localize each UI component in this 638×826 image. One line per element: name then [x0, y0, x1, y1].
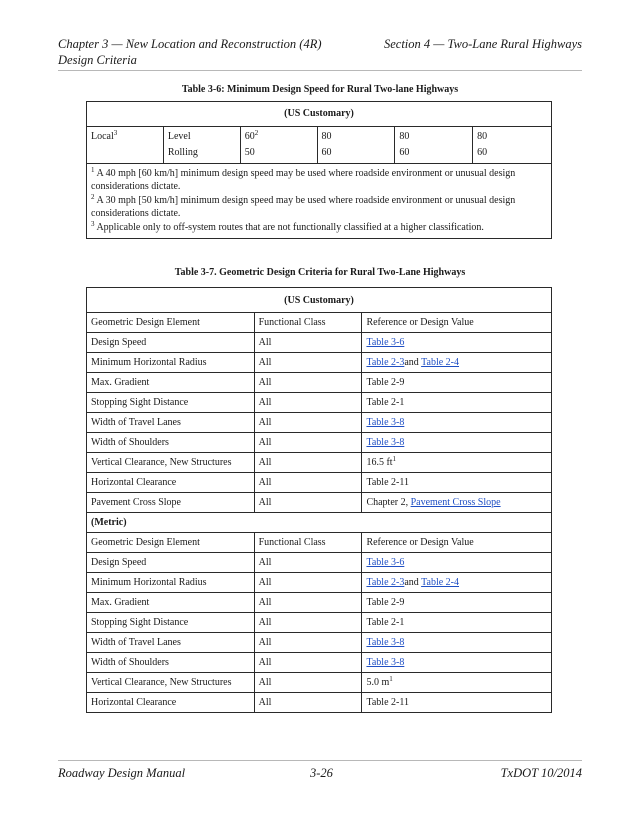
design-element-cell: Width of Travel Lanes	[87, 413, 255, 433]
footnote-2-text: A 30 mph [50 km/h] minimum design speed may be used where roadside environment or unusual design considerations dictate.	[91, 195, 516, 219]
table-row	[87, 573, 552, 593]
table-3-7	[86, 287, 552, 713]
link-separator: and	[404, 357, 422, 368]
table-link[interactable]: Table 2-3	[366, 357, 405, 368]
table-link[interactable]: Table 3-6	[366, 557, 405, 568]
design-value-cell	[362, 553, 552, 573]
speed-level-3: 80	[399, 131, 410, 142]
design-value-cell	[362, 373, 552, 393]
table-row	[87, 613, 552, 633]
functional-class-cell: All	[254, 433, 362, 453]
design-element-cell: Max. Gradient	[87, 593, 255, 613]
reference-value: Table 2-9	[366, 377, 405, 388]
design-value-cell	[362, 633, 552, 653]
table-row	[87, 333, 552, 353]
table-row	[87, 353, 552, 373]
functional-class-cell: All	[254, 333, 362, 353]
functional-class-cell: All	[254, 413, 362, 433]
column-header: Reference or Design Value	[362, 533, 552, 553]
table-3-6-caption: Table 3-6: Minimum Design Speed for Rural Two-lane Highways	[181, 84, 459, 95]
speed-rolling-3: 60	[399, 147, 410, 158]
design-element-cell: Pavement Cross Slope	[87, 493, 255, 513]
table-link[interactable]: Table 3-8	[366, 417, 405, 428]
speed-rolling-2: 60	[321, 147, 332, 158]
value-prefix: Chapter 2,	[366, 497, 411, 508]
design-value-cell	[362, 673, 552, 693]
table-row	[87, 653, 552, 673]
table-row	[87, 693, 552, 713]
speed-footnote-ref: 2	[254, 129, 259, 137]
design-element-cell: Design Speed	[87, 553, 255, 573]
reference-value: Table 2-9	[366, 597, 405, 608]
speed-col-3	[395, 127, 473, 164]
table-3-6-footnotes	[87, 164, 552, 239]
design-element-cell: Minimum Horizontal Radius	[87, 353, 255, 373]
table-row	[87, 553, 552, 573]
column-header: Geometric Design Element	[87, 313, 255, 333]
footnote-1	[91, 167, 547, 193]
metric-subheader: (Metric)	[87, 513, 552, 533]
class-footnote-ref: 3	[113, 129, 118, 137]
design-value-cell	[362, 433, 552, 453]
table-row	[87, 433, 552, 453]
header-rule	[58, 70, 582, 71]
design-value-cell	[362, 613, 552, 633]
table-link[interactable]: Table 2-4	[421, 577, 460, 588]
footnote-3-marker: 3	[91, 220, 95, 228]
clearance-value: 16.5 ft	[366, 457, 393, 468]
table-3-7-caption: Table 3-7. Geometric Design Criteria for Rural Two-Lane Highways	[174, 267, 466, 278]
design-value-cell	[362, 653, 552, 673]
class-label: Local	[91, 131, 114, 142]
speed-level-1: 60	[244, 131, 255, 142]
design-value-cell	[362, 353, 552, 373]
footnote-1-text: A 40 mph [60 km/h] minimum design speed may be used where roadside environment or unusual design considerations dictate.	[91, 168, 516, 192]
design-element-cell: Stopping Sight Distance	[87, 613, 255, 633]
section-link[interactable]: Pavement Cross Slope	[410, 497, 501, 508]
design-value-cell	[362, 693, 552, 713]
clearance-value: 5.0 m	[366, 677, 390, 688]
metric-subheader-row	[87, 513, 552, 533]
table-row	[87, 373, 552, 393]
terrain-level: Level	[167, 131, 191, 142]
functional-class-cell: All	[254, 553, 362, 573]
column-header: Functional Class	[254, 533, 362, 553]
chapter-title-line2: Design Criteria	[58, 53, 137, 67]
design-value-cell	[362, 333, 552, 353]
link-separator: and	[404, 577, 422, 588]
functional-class-cell: All	[254, 613, 362, 633]
functional-class-cell: All	[254, 653, 362, 673]
table-link[interactable]: Table 3-8	[366, 637, 405, 648]
footnote-2	[91, 194, 547, 220]
speed-level-4: 80	[477, 131, 488, 142]
design-element-cell: Vertical Clearance, New Structures	[87, 673, 255, 693]
table-link[interactable]: Table 2-3	[366, 577, 405, 588]
table-3-6	[86, 101, 552, 239]
design-value-cell	[362, 573, 552, 593]
table-link[interactable]: Table 3-6	[366, 337, 405, 348]
table-link[interactable]: Table 3-8	[366, 437, 405, 448]
speed-col-1	[240, 127, 317, 164]
table-row	[87, 393, 552, 413]
design-element-cell: Horizontal Clearance	[87, 473, 255, 493]
table-link[interactable]: Table 3-8	[366, 657, 405, 668]
design-value-cell	[362, 493, 552, 513]
footnote-ref: 1	[392, 455, 397, 463]
table-row	[87, 633, 552, 653]
terrain-rolling: Rolling	[167, 147, 198, 158]
table-link[interactable]: Table 2-4	[421, 357, 460, 368]
design-value-cell	[362, 413, 552, 433]
reference-value: Table 2-1	[366, 397, 405, 408]
design-element-cell: Stopping Sight Distance	[87, 393, 255, 413]
footnote-ref: 1	[389, 675, 393, 683]
footnote-3	[91, 221, 547, 234]
reference-value: Table 2-11	[366, 697, 409, 708]
column-header: Geometric Design Element	[87, 533, 255, 553]
design-element-cell: Max. Gradient	[87, 373, 255, 393]
table-row	[87, 473, 552, 493]
speed-col-2	[317, 127, 395, 164]
design-element-cell: Horizontal Clearance	[87, 693, 255, 713]
table-3-6-subheader: (US Customary)	[87, 102, 552, 127]
footer-rule	[58, 760, 582, 761]
us-customary-subheader: (US Customary)	[87, 288, 552, 313]
functional-class-cell: All	[254, 633, 362, 653]
speed-rolling-1: 50	[244, 147, 255, 158]
chapter-title	[58, 36, 358, 68]
design-value-cell	[362, 453, 552, 473]
functional-class-cell: All	[254, 473, 362, 493]
speed-level-2: 80	[321, 131, 332, 142]
speed-col-4	[473, 127, 552, 164]
table-row	[87, 413, 552, 433]
table-row	[87, 453, 552, 473]
speed-rolling-4: 60	[477, 147, 488, 158]
table-row	[87, 673, 552, 693]
design-element-cell: Design Speed	[87, 333, 255, 353]
us-header-row	[87, 313, 552, 333]
functional-class-cell: All	[254, 373, 362, 393]
page-number: 3-26	[310, 766, 333, 780]
design-element-cell: Width of Shoulders	[87, 433, 255, 453]
column-header: Functional Class	[254, 313, 362, 333]
functional-class-cell: All	[254, 593, 362, 613]
design-element-cell: Vertical Clearance, New Structures	[87, 453, 255, 473]
design-element-cell: Width of Travel Lanes	[87, 633, 255, 653]
functional-class-cell: All	[254, 573, 362, 593]
terrain-cell	[163, 127, 240, 164]
design-value-cell	[362, 473, 552, 493]
manual-title: Roadway Design Manual	[58, 766, 186, 780]
footnote-2-marker: 2	[91, 193, 95, 201]
design-value-cell	[362, 393, 552, 413]
design-element-cell: Minimum Horizontal Radius	[87, 573, 255, 593]
functional-class-cell: All	[254, 453, 362, 473]
table-row	[87, 493, 552, 513]
functional-class-cell: All	[254, 693, 362, 713]
functional-class-cell: All	[254, 673, 362, 693]
functional-class-cell: All	[254, 493, 362, 513]
chapter-title-line1: Chapter 3 — New Location and Reconstruction (4R)	[58, 37, 322, 51]
column-header: Reference or Design Value	[362, 313, 552, 333]
functional-class-cell	[87, 127, 164, 164]
design-value-cell	[362, 593, 552, 613]
functional-class-cell: All	[254, 393, 362, 413]
section-title: Section 4 — Two-Lane Rural Highways	[383, 37, 582, 51]
reference-value: Table 2-1	[366, 617, 405, 628]
reference-value: Table 2-11	[366, 477, 409, 488]
footnote-3-text: Applicable only to off-system routes that are not functionally classified at a higher classification.	[94, 222, 484, 233]
functional-class-cell: All	[254, 353, 362, 373]
metric-header-row	[87, 533, 552, 553]
footnote-1-marker: 1	[91, 166, 95, 174]
us-customary-subheader-row	[87, 288, 552, 313]
table-row	[87, 593, 552, 613]
design-element-cell: Width of Shoulders	[87, 653, 255, 673]
revision-date: TxDOT 10/2014	[500, 766, 582, 780]
